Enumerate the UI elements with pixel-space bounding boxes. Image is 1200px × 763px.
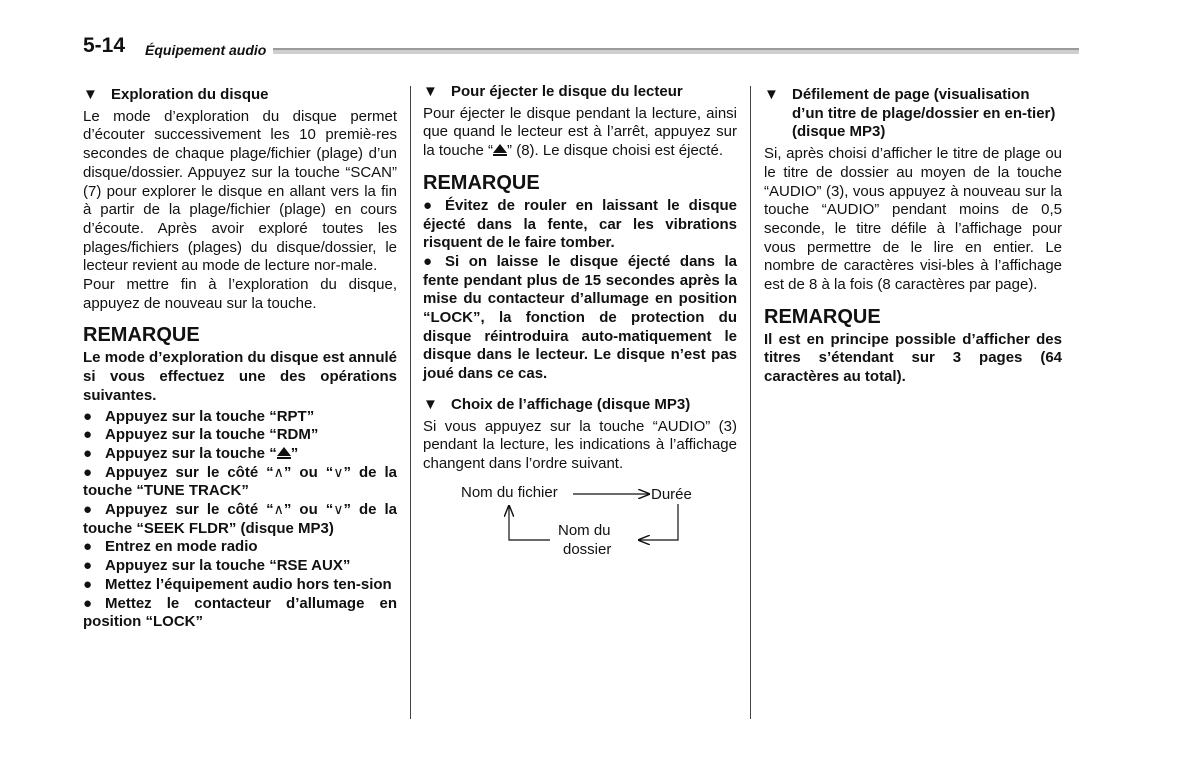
scroll-note-body: Il est en principe possible d’afficher des titres s’étendant sur 3 pages (64 caractères au total).	[764, 330, 1062, 386]
display-heading: ▼ Choix de l’affichage (disque MP3)	[423, 395, 691, 413]
eject-note-list	[423, 197, 737, 384]
triangle-bullet-icon: ▼	[83, 86, 98, 103]
scroll-heading: ▼ Défilement de page (visualisation d’un titre de plage/dossier en en-tier) (disque MP3)	[764, 86, 1056, 141]
note-title: REMARQUE	[83, 324, 200, 347]
display-order-diagram	[423, 480, 737, 570]
list-item: ● Mettez l’équipement audio hors ten-sion	[83, 575, 392, 593]
list-item: ● Mettez le contacteur d’allumage en position “LOCK”	[83, 594, 397, 631]
down-chevron-icon: ∨	[333, 464, 344, 481]
scan-body: Le mode d’exploration du disque permet d’écouter successivement les 10 premiè-res secondes de chaque plage/fichier (plage) d’un disque/dossier. Appuyez sur la touche “SCAN” (7) pour explorer le disque en allant vers la fin à partir de la plage/fichier (plage) en cours d’écoute. Après avoir exploré toutes les plages/fichiers (plages) du disque/dossier, le lecteur revient au mode de lecture nor-male.	[83, 107, 397, 275]
note-intro: Le mode d’exploration du disque est annulé si vous effectuez une des opérations suivantes.	[83, 349, 397, 404]
triangle-bullet-icon: ▼	[764, 86, 779, 103]
triangle-bullet-icon: ▼	[423, 83, 438, 100]
scan-stop-body: Pour mettre fin à l’exploration du disque, appuyez de nouveau sur la touche.	[83, 276, 397, 312]
up-chevron-icon: ∧	[273, 464, 284, 481]
page-header	[83, 34, 1079, 62]
triangle-bullet-icon: ▼	[423, 395, 438, 413]
header-rule-line	[273, 48, 1079, 50]
folder-name-label: dossier	[563, 540, 612, 558]
up-chevron-icon: ∧	[273, 502, 284, 519]
note-title: REMARQUE	[423, 171, 540, 194]
down-chevron-icon: ∨	[333, 502, 344, 519]
list-item: ● Appuyez sur la touche “RSE AUX”	[83, 557, 351, 575]
eject-icon	[493, 144, 507, 153]
list-item: ● Appuyez sur la touche “RDM”	[83, 426, 319, 444]
note-title: REMARQUE	[764, 305, 881, 328]
page-number: 5-14	[83, 34, 126, 57]
list-item: ● Appuyez sur le côté “∧” ou “∨” de la touche “SEEK FLDR” (disque MP3)	[83, 501, 397, 537]
duration-label: Durée	[651, 485, 692, 503]
eject-icon	[277, 447, 291, 456]
eject-body: Pour éjecter le disque pendant la lecture, ainsi que quand le lecteur est à l’arrêt, appuyez sur la touche “ ” (8). Le disque choisi est éjecté.	[423, 104, 737, 160]
list-item: ● Appuyez sur la touche “ ”	[83, 444, 299, 462]
column-left	[83, 86, 397, 632]
list-item: ● Évitez de rouler en laissant le disque éjecté dans la fente, car les vibrations risquent de le faire tomber.	[423, 196, 737, 252]
scroll-body: Si, après choisi d’afficher le titre de plage ou le titre de dossier au moyen de la touche “AUDIO” (3), vous appuyez à nouveau sur la touche “AUDIO” pendant moins de 0,5 seconde, le titre défile à l’affichage pour vous permettre de le lire en entier. Le nombre de caractères visi-bles à l’affichage est de 8 à la fois (8 caractères par page).	[764, 145, 1062, 294]
cancel-list	[83, 408, 397, 632]
eject-heading: ▼ Pour éjecter le disque du lecteur	[423, 83, 683, 100]
list-item: ● Appuyez sur la touche “RPT”	[83, 407, 315, 425]
list-item: ● Si on laisse le disque éjecté dans la fente pendant plus de 15 secondes après la mise du contacteur d’allumage en position “LOCK”, la fonction de protection du disque réintroduira auto-matiquement le disque dans le lecteur. Le disque n’est pas joué dans ce cas.	[423, 252, 737, 383]
column-middle	[423, 83, 737, 570]
scan-heading: ▼ Exploration du disque	[83, 86, 269, 103]
list-item: ● Entrez en mode radio	[83, 538, 258, 556]
display-body: Si vous appuyez sur la touche “AUDIO” (3) pendant la lecture, les indications à l’affichage changent dans l’ordre suivant.	[423, 417, 737, 472]
column-divider	[410, 86, 411, 719]
list-item: ● Appuyez sur le côté “∧” ou “∨” de la touche “TUNE TRACK”	[83, 463, 397, 500]
column-divider	[750, 86, 751, 719]
column-right	[764, 86, 1062, 387]
file-name-label: Nom du fichier	[461, 483, 558, 501]
folder-name-label: Nom du	[558, 521, 611, 539]
section-title: Équipement audio	[145, 42, 267, 58]
